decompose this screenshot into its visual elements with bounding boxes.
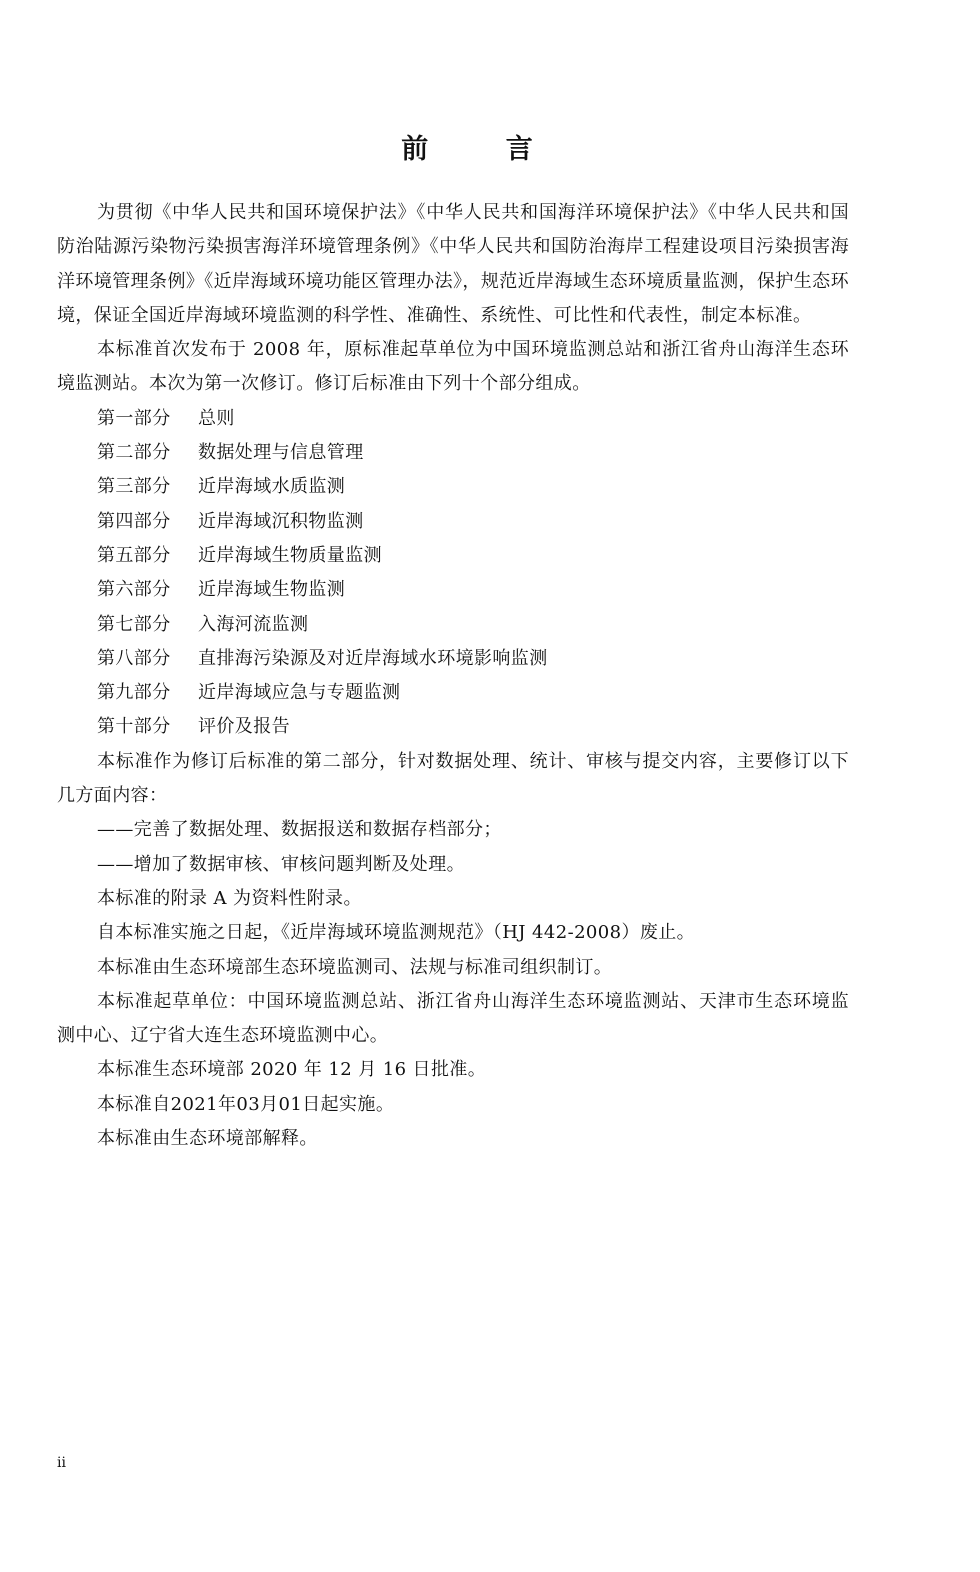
appendix-paragraph: 本标准的附录 A 为资料性附录。: [97, 887, 362, 909]
page-number: ii: [57, 1455, 66, 1471]
list-item: [57, 676, 849, 710]
part-number: 第六部分: [97, 579, 171, 601]
part-number: 第二部分: [97, 442, 171, 464]
list-item: [57, 470, 849, 504]
part-number: 第八部分: [97, 647, 171, 669]
page-title: 前 言: [401, 134, 567, 165]
foreword-body: [57, 196, 849, 1156]
part-name: 数据处理与信息管理: [198, 442, 364, 464]
part-name: 评价及报告: [198, 716, 290, 738]
part-number: 第一部分: [97, 407, 171, 429]
revision-item: ——增加了数据审核、审核问题判断及处理。: [97, 853, 465, 875]
part-name: 近岸海域水质监测: [198, 476, 346, 498]
list-item: [57, 436, 849, 470]
list-item: [57, 505, 849, 539]
part-number: 第九部分: [97, 682, 171, 704]
part-number: 第七部分: [97, 613, 171, 635]
list-item: [57, 642, 849, 676]
approval-paragraph: 本标准生态环境部 2020 年 12 月 16 日批准。: [97, 1059, 487, 1081]
effective-date-paragraph: 本标准自2021年03月01日起实施。: [97, 1093, 395, 1115]
intro-paragraph: 为贯彻《中华人民共和国环境保护法》《中华人民共和国海洋环境保护法》《中华人民共和国防治陆源污染物污染损害海洋环境管理条例》《中华人民共和国防治海岸工程建设项目污染损害海洋环境管理条例》《近岸海域环境功能区管理办法》，规范近岸海域生态环境质量监测，保护生态环境，保证全国近岸海域环境监测的科学性、准确性、系统性、可比性和代表性，制定本标准。: [57, 202, 849, 326]
part-name: 近岸海域沉积物监测: [198, 510, 364, 532]
drafters-paragraph: 本标准起草单位：中国环境监测总站、浙江省舟山海洋生态环境监测站、天津市生态环境监测中心、辽宁省大连生态环境监测中心。: [57, 990, 849, 1047]
part-name: 入海河流监测: [198, 613, 309, 635]
part-number: 第十部分: [97, 716, 171, 738]
list-item: [57, 608, 849, 642]
organizer-paragraph: 本标准由生态环境部生态环境监测司、法规与标准司组织制订。: [97, 956, 613, 978]
list-item: [57, 573, 849, 607]
part-name: 近岸海域应急与专题监测: [198, 682, 401, 704]
list-item: [57, 539, 849, 573]
interpretation-paragraph: 本标准由生态环境部解释。: [97, 1128, 318, 1150]
revision-item: ——完善了数据处理、数据报送和数据存档部分；: [97, 819, 502, 841]
history-paragraph: 本标准首次发布于 2008 年，原标准起草单位为中国环境监测总站和浙江省舟山海洋生态环境监测站。本次为第一次修订。修订后标准由下列十个部分组成。: [57, 339, 849, 395]
parts-list: [57, 402, 849, 745]
part-name: 近岸海域生物监测: [198, 579, 346, 601]
repeal-paragraph: 自本标准实施之日起，《近岸海域环境监测规范》（HJ 442-2008）废止。: [97, 922, 696, 944]
list-item: [57, 710, 849, 744]
part-number: 第四部分: [97, 510, 171, 532]
part-name: 总则: [198, 407, 235, 429]
part-number: 第五部分: [97, 544, 171, 566]
revision-intro-paragraph: 本标准作为修订后标准的第二部分，针对数据处理、统计、审核与提交内容，主要修订以下几方面内容：: [57, 750, 849, 807]
part-name: 近岸海域生物质量监测: [198, 544, 382, 566]
list-item: [57, 402, 849, 436]
part-name: 直排海污染源及对近岸海域水环境影响监测: [198, 647, 548, 669]
part-number: 第三部分: [97, 476, 171, 498]
